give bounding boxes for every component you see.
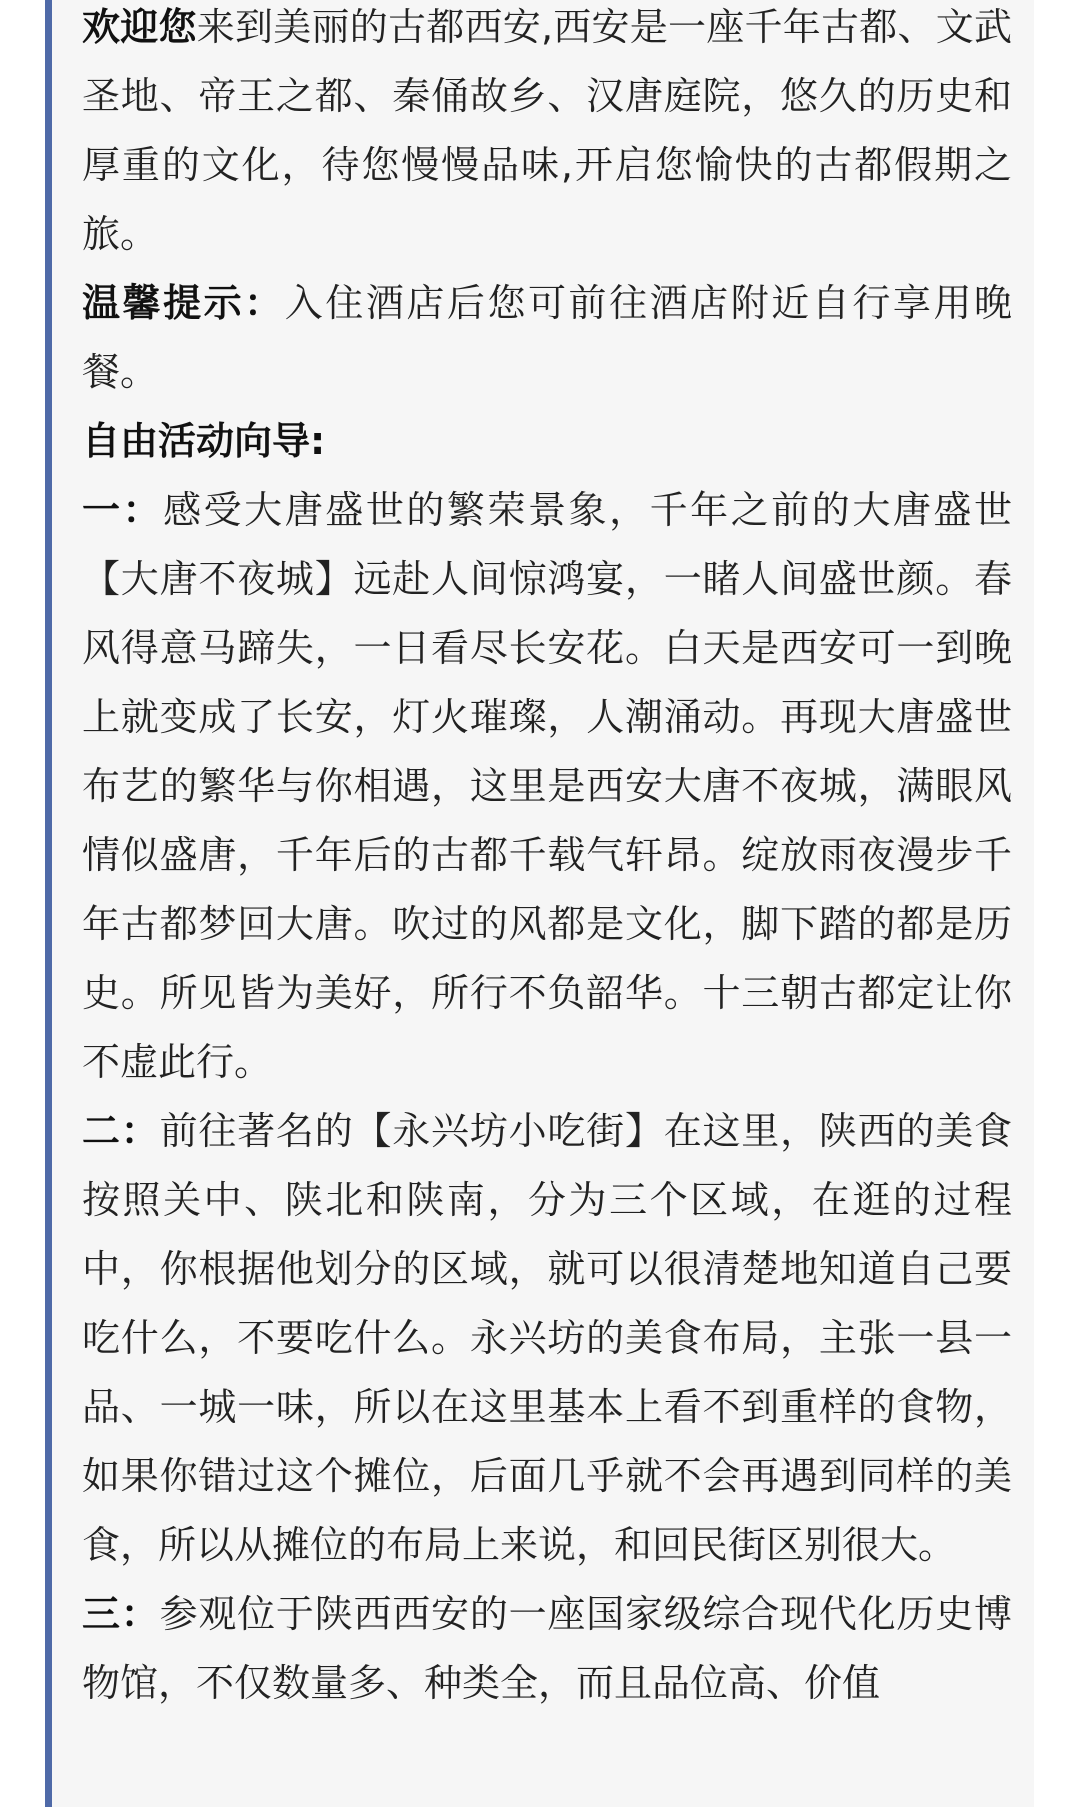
guide-item-3 <box>82 1580 1012 1718</box>
guide-item-2 <box>82 1097 1012 1580</box>
quote-accent-bar <box>45 0 52 1807</box>
guide-item-1-label: 一： <box>82 488 164 532</box>
tip-label: 温馨提示： <box>82 281 285 325</box>
tip-paragraph <box>82 269 1012 407</box>
article-content <box>82 0 1012 1718</box>
intro-text: 来到美丽的古都西安,西安是一座千年古都、文武圣地、帝王之都、秦俑故乡、汉唐庭院，悠久的历史和厚重的文化，待您慢慢品味,开启您愉快的古都假期之旅。 <box>82 5 1012 256</box>
guide-heading-paragraph <box>82 407 1012 476</box>
guide-item-2-label: 二： <box>82 1109 160 1153</box>
guide-item-1-text: 感受大唐盛世的繁荣景象，千年之前的大唐盛世【大唐不夜城】远赴人间惊鸿宴，一睹人间盛世颜。春风得意马蹄失，一日看尽长安花。白天是西安可一到晚上就变成了长安，灯火璀璨，人潮涌动。再现大唐盛世布艺的繁华与你相遇，这里是西安大唐不夜城，满眼风情似盛唐，千年后的古都千载气轩昂。绽放雨夜漫步千年古都梦回大唐。吹过的风都是文化，脚下踏的都是历史。所见皆为美好，所行不负韶华。十三朝古都定让你不虚此行。 <box>82 488 1012 1084</box>
guide-item-3-label: 三： <box>82 1592 160 1636</box>
guide-heading: 自由活动向导: <box>82 419 326 463</box>
guide-item-1 <box>82 476 1012 1097</box>
guide-item-3-text: 参观位于陕西西安的一座国家级综合现代化历史博物馆，不仅数量多、种类全，而且品位高、价值 <box>82 1592 1012 1705</box>
intro-paragraph <box>82 0 1012 269</box>
guide-item-2-text: 前往著名的【永兴坊小吃街】在这里，陕西的美食按照关中、陕北和陕南，分为三个区域，在逛的过程中，你根据他划分的区域，就可以很清楚地知道自己要吃什么，不要吃什么。永兴坊的美食布局，主张一县一品、一城一味，所以在这里基本上看不到重样的食物，如果你错过这个摊位，后面几乎就不会再遇到同样的美食，所以从摊位的布局上来说，和回民街区别很大。 <box>82 1109 1012 1567</box>
tip-text: 入住酒店后您可前往酒店附近自行享用晚餐。 <box>82 281 1012 394</box>
intro-lead: 欢迎您 <box>82 5 197 49</box>
